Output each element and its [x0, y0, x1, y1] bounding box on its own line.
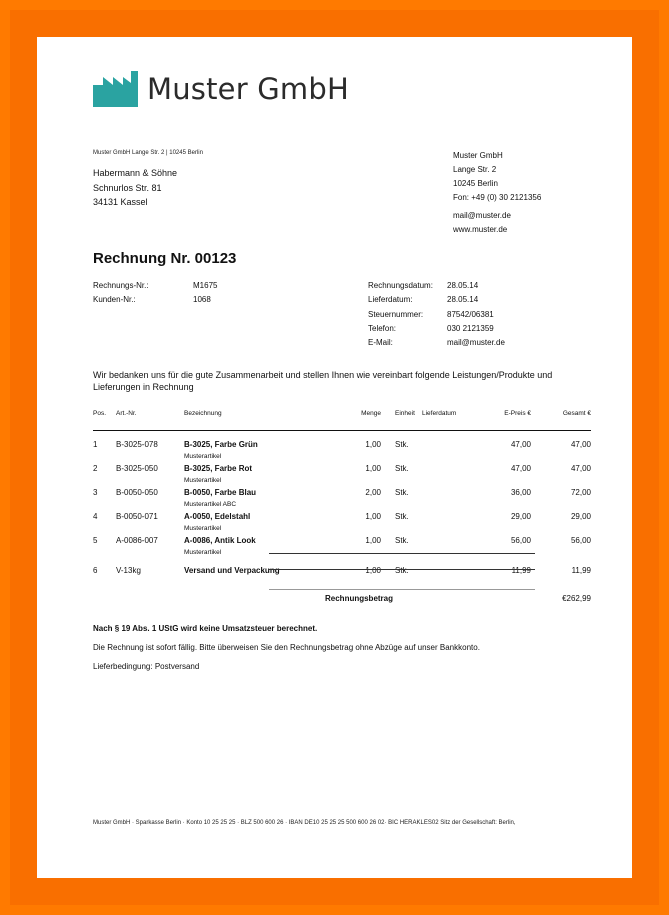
cell-menge: 1,00	[365, 464, 381, 473]
recipient-street: Schnurlos Str. 81	[93, 182, 162, 193]
meta-row	[368, 293, 505, 307]
cell-menge: 1,00	[365, 440, 381, 449]
invoice-meta-right	[368, 279, 505, 350]
meta-row	[368, 322, 505, 336]
cell-menge: 2,00	[365, 488, 381, 497]
cell-pos: 4	[93, 512, 98, 521]
cell-pos: 6	[93, 566, 98, 575]
meta-label: Steuernummer:	[368, 309, 424, 319]
cell-art: B-0050-050	[116, 488, 158, 497]
table-row	[93, 503, 591, 532]
meta-value: mail@muster.de	[447, 338, 505, 348]
company-email: mail@muster.de	[453, 211, 511, 220]
sender-return-address: Muster GmbH Lange Str. 2 | 10245 Berlin	[93, 150, 203, 156]
cell-bezeichnung: A-0086, Antik Look	[184, 536, 256, 545]
table-header	[93, 407, 591, 431]
meta-row	[93, 293, 217, 307]
cell-subtitle: Musterartikel	[184, 477, 222, 484]
recipient-name: Habermann & Söhne	[93, 168, 178, 178]
cell-art: B-3025-078	[116, 440, 158, 449]
cell-gesamt: 47,00	[570, 464, 591, 473]
delivery-note: Lieferbedingung: Postversand	[93, 662, 200, 671]
cell-gesamt: 56,00	[570, 536, 591, 545]
header-menge: Menge	[361, 410, 381, 417]
cell-gesamt: 29,00	[570, 512, 591, 521]
header-lieferdatum: Lieferdatum	[422, 410, 457, 417]
recipient-address	[93, 166, 177, 210]
cell-subtitle: Musterartikel ABC	[184, 501, 237, 508]
company-web: www.muster.de	[453, 225, 508, 234]
recipient-city: 34131 Kassel	[93, 197, 148, 207]
cell-menge: 1,00	[365, 566, 381, 575]
intro-text: Wir bedanken uns für die gute Zusammenarbeit und stellen Ihnen wie vereinbart folgende Leistungen/Produkte und Lieferungen in Rechnung	[93, 370, 553, 392]
invoice-meta-left	[93, 279, 217, 307]
company-phone: Fon: +49 (0) 30 2121356	[453, 193, 542, 202]
table-row	[93, 455, 591, 484]
row-separator-top	[269, 553, 535, 554]
cell-einheit: Stk.	[395, 464, 409, 473]
cell-pos: 2	[93, 464, 98, 473]
cell-menge: 1,00	[365, 536, 381, 545]
cell-bezeichnung: Versand und Verpackung	[184, 566, 280, 575]
cell-pos: 1	[93, 440, 98, 449]
line-items-table	[93, 407, 591, 577]
cell-einheit: Stk.	[395, 488, 409, 497]
cell-einheit: Stk.	[395, 512, 409, 521]
meta-value: 28.05.14	[447, 295, 479, 305]
table-row	[93, 527, 591, 556]
header-epreis: E-Preis €	[504, 410, 531, 417]
meta-value: 1068	[193, 295, 211, 304]
cell-gesamt: 11,99	[571, 566, 591, 575]
meta-label: Kunden-Nr.:	[93, 295, 136, 304]
header-gesamt: Gesamt €	[562, 410, 591, 417]
company-info	[453, 149, 541, 237]
tax-note: Nach § 19 Abs. 1 UStG wird keine Umsatzsteuer berechnet.	[93, 624, 318, 633]
cell-bezeichnung: B-3025, Farbe Grün	[184, 440, 258, 449]
meta-label: E-Mail:	[368, 338, 393, 348]
meta-label: Rechnungs-Nr.:	[93, 281, 149, 290]
invoice-title: Rechnung Nr. 00123	[93, 250, 237, 267]
total-value: €262,99	[562, 594, 591, 603]
cell-epreis: 11,99	[511, 566, 531, 575]
cell-epreis: 47,00	[510, 464, 531, 473]
meta-value: 28.05.14	[447, 281, 479, 290]
meta-value: 030 2121359	[447, 323, 494, 333]
table-row	[93, 551, 591, 577]
cell-bezeichnung: B-0050, Farbe Blau	[184, 488, 257, 497]
cell-art: B-0050-071	[116, 512, 158, 521]
cell-pos: 5	[93, 536, 98, 545]
cell-epreis: 56,00	[510, 536, 531, 545]
cell-subtitle: Musterartikel	[184, 549, 222, 556]
logo-wordmark: Muster GmbH	[147, 72, 349, 106]
cell-epreis: 29,00	[510, 512, 531, 521]
cell-art: B-3025-050	[116, 464, 158, 473]
company-street: Lange Str. 2	[453, 165, 497, 174]
invoice-page	[37, 37, 632, 878]
company-city: 10245 Berlin	[453, 179, 498, 188]
table-row	[93, 431, 591, 460]
cell-epreis: 36,00	[510, 488, 531, 497]
meta-value: M1675	[193, 281, 218, 290]
meta-value: 87542/06381	[447, 309, 494, 319]
cell-subtitle: Musterartikel	[184, 453, 222, 460]
cell-einheit: Stk.	[395, 440, 409, 449]
cell-gesamt: 72,00	[570, 488, 591, 497]
factory-icon	[93, 71, 138, 107]
cell-epreis: 47,00	[510, 440, 531, 449]
meta-row	[368, 336, 505, 350]
table-row	[93, 479, 591, 508]
header-art: Art.-Nr.	[116, 410, 137, 417]
company-logo	[93, 71, 349, 107]
total-label: Rechnungsbetrag	[325, 594, 394, 603]
cell-einheit: Stk.	[395, 566, 409, 575]
cell-bezeichnung: B-3025, Farbe Rot	[184, 464, 253, 473]
cell-pos: 3	[93, 488, 98, 497]
cell-gesamt: 47,00	[570, 440, 591, 449]
meta-row	[368, 308, 505, 322]
cell-art: A-0086-007	[116, 536, 158, 545]
company-name: Muster GmbH	[453, 151, 503, 160]
payment-note: Die Rechnung ist sofort fällig. Bitte überweisen Sie den Rechnungsbetrag ohne Abzüge auf unser Bankkonto.	[93, 643, 480, 652]
total-separator	[269, 589, 535, 590]
meta-label: Lieferdatum:	[368, 295, 413, 305]
header-einheit: Einheit	[395, 410, 415, 417]
cell-subtitle: Musterartikel	[184, 525, 222, 532]
meta-row	[368, 279, 505, 293]
cell-menge: 1,00	[365, 512, 381, 521]
row-separator-bottom	[269, 569, 535, 570]
cell-bezeichnung: A-0050, Edelstahl	[184, 512, 251, 521]
meta-label: Rechnungsdatum:	[368, 281, 433, 290]
cell-art: V-13kg	[116, 566, 141, 575]
meta-label: Telefon:	[368, 323, 397, 333]
header-pos: Pos.	[93, 410, 107, 417]
cell-einheit: Stk.	[395, 536, 409, 545]
meta-row	[93, 279, 217, 293]
footer-bank-details: Muster GmbH · Sparkasse Berlin · Konto 10 25 25 25 · BLZ 500 600 26 · IBAN DE10 25 25 25 500 600 26 02· BIC HERAKLES02 Sitz der Gesellschaft: Berlin,	[93, 820, 516, 826]
header-bezeichnung: Bezeichnung	[184, 410, 222, 417]
